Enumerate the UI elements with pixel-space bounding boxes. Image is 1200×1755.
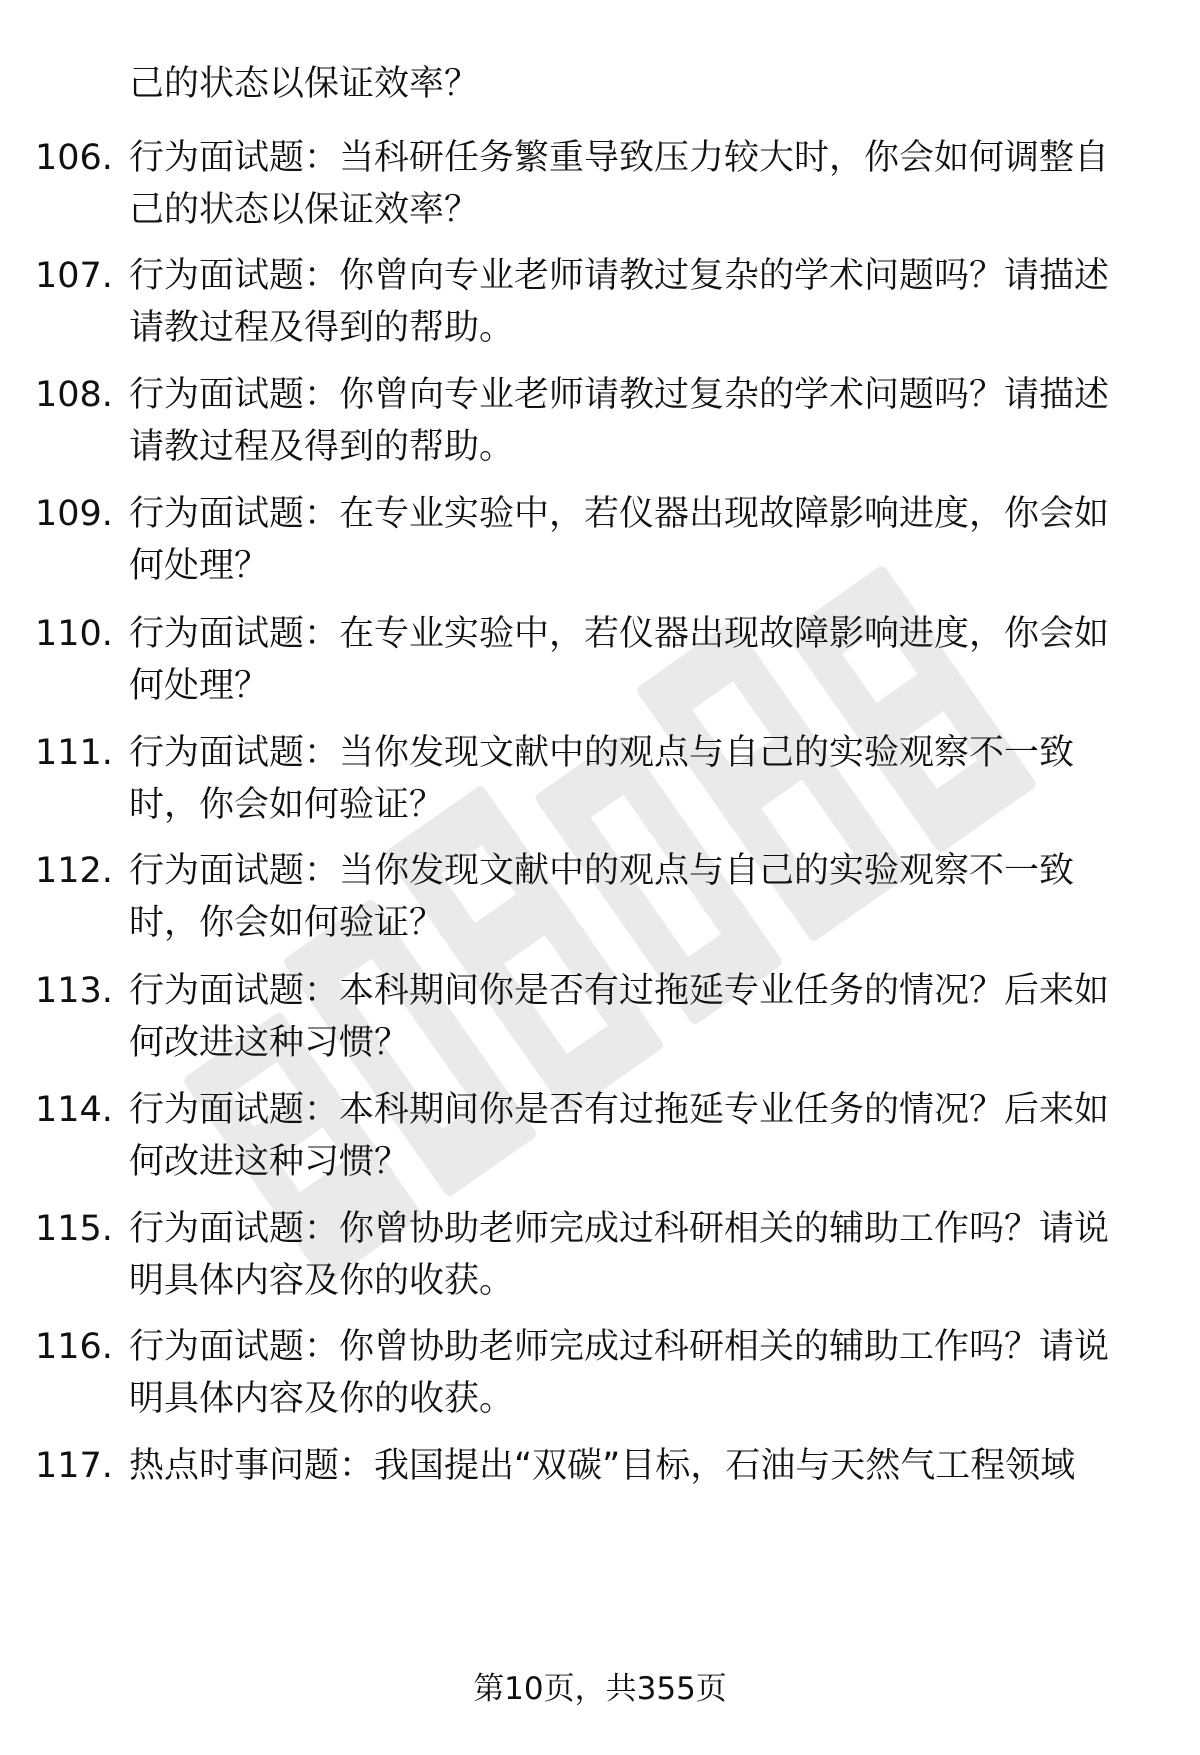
question-item-106 [0, 132, 1200, 244]
question-text: 行为面试题：你曾向专业老师请教过复杂的学术问题吗？请描述 请教过程及得到的帮助。 [129, 375, 1110, 467]
question-number: 112. [35, 851, 113, 891]
question-number: 108. [35, 375, 113, 415]
question-item-109 [0, 488, 1200, 600]
question-item-115 [0, 1203, 1200, 1315]
question-text: 行为面试题：在专业实验中，若仪器出现故障影响进度，你会如 何处理？ [129, 614, 1110, 706]
question-text: 热点时事问题：我国提出“双碳”目标，石油与天然气工程领域 [129, 1446, 1076, 1486]
question-number: 111. [35, 733, 113, 773]
question-item-114 [0, 1084, 1200, 1196]
question-item-112 [0, 845, 1200, 957]
question-text: 行为面试题：你曾协助老师完成过科研相关的辅助工作吗？请说 明具体内容及你的收获。 [129, 1209, 1110, 1301]
question-text: 行为面试题：你曾向专业老师请教过复杂的学术问题吗？请描述 请教过程及得到的帮助。 [129, 256, 1110, 348]
question-number: 107. [35, 256, 113, 296]
question-item-108 [0, 369, 1200, 481]
question-number: 110. [35, 614, 113, 654]
question-text: 行为面试题：当你发现文献中的观点与自己的实验观察不一致 时，你会如何验证？ [129, 851, 1075, 943]
question-number: 115. [35, 1209, 113, 1249]
question-number: 114. [35, 1090, 113, 1130]
question-item-116 [0, 1321, 1200, 1433]
question-text: 行为面试题：当科研任务繁重导致压力较大时，你会如何调整自 己的状态以保证效率？ [129, 138, 1110, 230]
question-text: 行为面试题：你曾协助老师完成过科研相关的辅助工作吗？请说 明具体内容及你的收获。 [129, 1327, 1110, 1419]
question-text: 行为面试题：当你发现文献中的观点与自己的实验观察不一致 时，你会如何验证？ [129, 733, 1075, 825]
question-item-111 [0, 727, 1200, 839]
question-text: 行为面试题：本科期间你是否有过拖延专业任务的情况？后来如 何改进这种习惯？ [129, 971, 1110, 1063]
question-number: 117. [35, 1446, 113, 1486]
question-number: 113. [35, 971, 113, 1011]
question-item-113 [0, 965, 1200, 1077]
question-number: 116. [35, 1327, 113, 1367]
question-item-117 [0, 1440, 1200, 1500]
question-item-110 [0, 608, 1200, 720]
question-item-107 [0, 250, 1200, 362]
question-number: 109. [35, 494, 113, 534]
page-footer: 第10页，共355页 [473, 1671, 727, 1707]
question-text: 行为面试题：本科期间你是否有过拖延专业任务的情况？后来如 何改进这种习惯？ [129, 1090, 1110, 1182]
continued-question-text: 己的状态以保证效率？ [129, 64, 480, 104]
question-number: 106. [35, 138, 113, 178]
question-text: 行为面试题：在专业实验中，若仪器出现故障影响进度，你会如 何处理？ [129, 494, 1110, 586]
